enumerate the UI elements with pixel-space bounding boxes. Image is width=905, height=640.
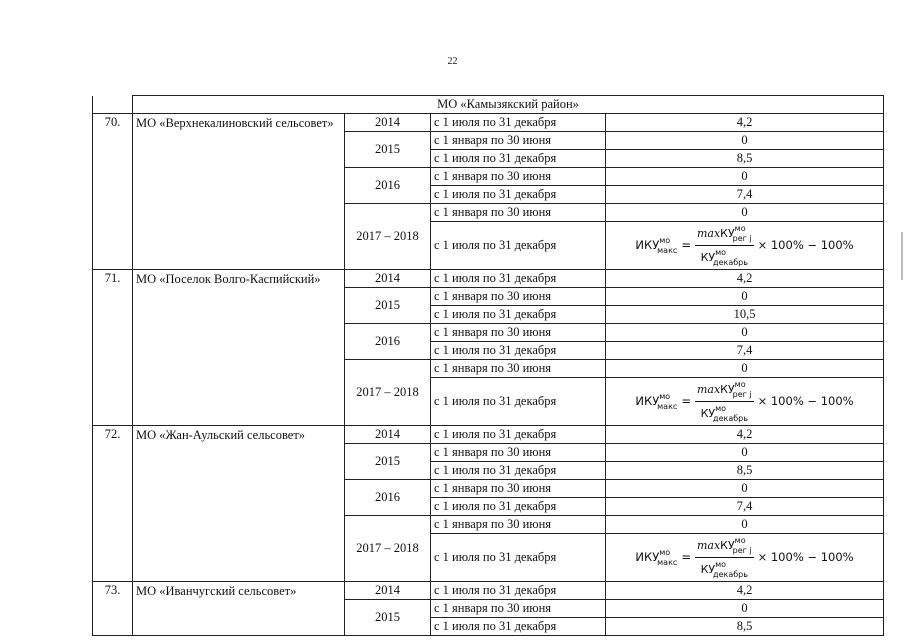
year-cell: 2014: [345, 114, 431, 132]
period-cell: с 1 января по 30 июня: [431, 360, 606, 378]
formula-lhs-sub: макс: [657, 558, 678, 567]
year-cell: 2014: [345, 582, 431, 600]
formula-lhs: [635, 546, 677, 569]
formula-num-sub: рег j: [732, 390, 752, 399]
municipality-name: МО «Иванчугский сельсовет»: [133, 582, 345, 636]
formula-fraction: [695, 534, 754, 581]
formula-numerator: [695, 222, 754, 246]
period-cell: с 1 июля по 31 декабря: [431, 618, 606, 636]
value-cell: 10,5: [606, 306, 884, 324]
year-cell: 2015: [345, 132, 431, 168]
region-header-row: [93, 96, 884, 114]
value-cell: 0: [606, 204, 884, 222]
formula-rhs: × 100% − 100%: [757, 238, 854, 252]
formula-lhs-text: ИКУ: [635, 550, 660, 564]
value-cell: 0: [606, 288, 884, 306]
formula-den-sub: декабрь: [713, 570, 748, 579]
value-cell: 0: [606, 600, 884, 618]
formula-lhs-sub: макс: [657, 246, 678, 255]
formula-num-main: КУ: [720, 227, 735, 240]
row-number: 71.: [93, 270, 133, 426]
formula-num-prefix: max: [696, 227, 721, 240]
formula-num-prefix: max: [696, 539, 721, 552]
row-number: 70.: [93, 114, 133, 270]
formula-numerator: [695, 534, 754, 558]
period-cell: с 1 января по 30 июня: [431, 288, 606, 306]
formula-lhs-sup: мо: [659, 236, 671, 245]
period-cell: с 1 июля по 31 декабря: [431, 222, 606, 270]
year-cell: 2014: [345, 270, 431, 288]
formula-numerator: [695, 378, 754, 402]
formula-lhs: [635, 234, 677, 257]
formula-num-main: КУ: [720, 383, 735, 396]
formula-lhs-sup: мо: [659, 392, 671, 401]
year-cell: 2017 – 2018: [345, 360, 431, 426]
row-number: 72.: [93, 426, 133, 582]
formula-num-sub: рег j: [732, 546, 752, 555]
year-cell: 2017 – 2018: [345, 204, 431, 270]
period-cell: с 1 января по 30 июня: [431, 204, 606, 222]
value-cell: 7,4: [606, 498, 884, 516]
value-cell: [606, 378, 884, 426]
table-row: [93, 426, 884, 444]
formula-num-sub: рег j: [732, 234, 752, 243]
year-cell: 2017 – 2018: [345, 516, 431, 582]
value-cell: 7,4: [606, 342, 884, 360]
period-cell: с 1 января по 30 июня: [431, 168, 606, 186]
value-cell: 0: [606, 168, 884, 186]
formula-den-main: КУ: [700, 563, 716, 576]
page-number: 22: [447, 56, 458, 67]
year-cell: 2015: [345, 444, 431, 480]
period-cell: с 1 июля по 31 декабря: [431, 270, 606, 288]
formula-rhs: × 100% − 100%: [757, 394, 854, 408]
value-cell: [606, 534, 884, 582]
formula-num-prefix: max: [696, 383, 721, 396]
value-cell: 8,5: [606, 462, 884, 480]
value-cell: 4,2: [606, 114, 884, 132]
value-cell: [606, 222, 884, 270]
formula-lhs-sup: мо: [659, 548, 671, 557]
table-body: [93, 96, 884, 636]
formula-rhs: × 100% − 100%: [757, 550, 854, 564]
row-number: 73.: [93, 582, 133, 636]
formula-denominator: [701, 558, 748, 581]
year-cell: 2016: [345, 168, 431, 204]
formula-fraction: [695, 378, 754, 425]
period-cell: с 1 января по 30 июня: [431, 444, 606, 462]
formula-denominator: [701, 246, 748, 269]
tariff-table: [92, 95, 884, 636]
formula-den-main: КУ: [700, 251, 716, 264]
period-cell: с 1 июля по 31 декабря: [431, 342, 606, 360]
header-blank-cell: [93, 96, 133, 114]
formula-lhs-text: ИКУ: [635, 394, 660, 408]
value-cell: 0: [606, 360, 884, 378]
value-cell: 0: [606, 132, 884, 150]
scan-artifact: [901, 232, 903, 280]
period-cell: с 1 июля по 31 декабря: [431, 426, 606, 444]
formula-num-main: КУ: [720, 539, 735, 552]
formula-den-sub: декабрь: [713, 414, 748, 423]
period-cell: с 1 января по 30 июня: [431, 600, 606, 618]
table-row: [93, 582, 884, 600]
formula-equals: =: [681, 550, 691, 564]
year-cell: 2016: [345, 480, 431, 516]
period-cell: с 1 июля по 31 декабря: [431, 378, 606, 426]
period-cell: с 1 июля по 31 декабря: [431, 306, 606, 324]
value-cell: 0: [606, 324, 884, 342]
formula-den-sup: мо: [715, 560, 727, 569]
value-cell: 8,5: [606, 150, 884, 168]
period-cell: с 1 января по 30 июня: [431, 324, 606, 342]
year-cell: 2015: [345, 288, 431, 324]
table-row: [93, 270, 884, 288]
value-cell: 4,2: [606, 270, 884, 288]
formula-equals: =: [681, 238, 691, 252]
year-cell: 2016: [345, 324, 431, 360]
region-title: МО «Камызякский район»: [133, 96, 884, 114]
formula-lhs-text: ИКУ: [635, 238, 660, 252]
period-cell: с 1 июля по 31 декабря: [431, 462, 606, 480]
formula-num-sup: мо: [734, 380, 746, 389]
formula-den-main: КУ: [700, 407, 716, 420]
period-cell: с 1 июля по 31 декабря: [431, 186, 606, 204]
period-cell: с 1 января по 30 июня: [431, 132, 606, 150]
period-cell: с 1 января по 30 июня: [431, 516, 606, 534]
formula-max-increase: [635, 378, 853, 425]
value-cell: 8,5: [606, 618, 884, 636]
formula-denominator: [701, 402, 748, 425]
formula-den-sub: декабрь: [713, 258, 748, 267]
value-cell: 4,2: [606, 426, 884, 444]
period-cell: с 1 июля по 31 декабря: [431, 498, 606, 516]
municipality-name: МО «Верхнекалиновский сельсовет»: [133, 114, 345, 270]
year-cell: 2014: [345, 426, 431, 444]
year-cell: 2015: [345, 600, 431, 636]
period-cell: с 1 июля по 31 декабря: [431, 534, 606, 582]
value-cell: 4,2: [606, 582, 884, 600]
period-cell: с 1 января по 30 июня: [431, 480, 606, 498]
formula-equals: =: [681, 394, 691, 408]
formula-den-sup: мо: [715, 404, 727, 413]
formula-max-increase: [635, 222, 853, 269]
formula-num-sup: мо: [734, 224, 746, 233]
municipality-name: МО «Жан-Аульский сельсовет»: [133, 426, 345, 582]
formula-max-increase: [635, 534, 853, 581]
formula-num-sup: мо: [734, 536, 746, 545]
value-cell: 0: [606, 480, 884, 498]
value-cell: 7,4: [606, 186, 884, 204]
formula-den-sup: мо: [715, 248, 727, 257]
value-cell: 0: [606, 444, 884, 462]
table-row: [93, 114, 884, 132]
period-cell: с 1 июля по 31 декабря: [431, 114, 606, 132]
period-cell: с 1 июля по 31 декабря: [431, 582, 606, 600]
formula-lhs-sub: макс: [657, 402, 678, 411]
formula-fraction: [695, 222, 754, 269]
value-cell: 0: [606, 516, 884, 534]
formula-lhs: [635, 390, 677, 413]
period-cell: с 1 июля по 31 декабря: [431, 150, 606, 168]
municipality-name: МО «Поселок Волго-Каспийский»: [133, 270, 345, 426]
